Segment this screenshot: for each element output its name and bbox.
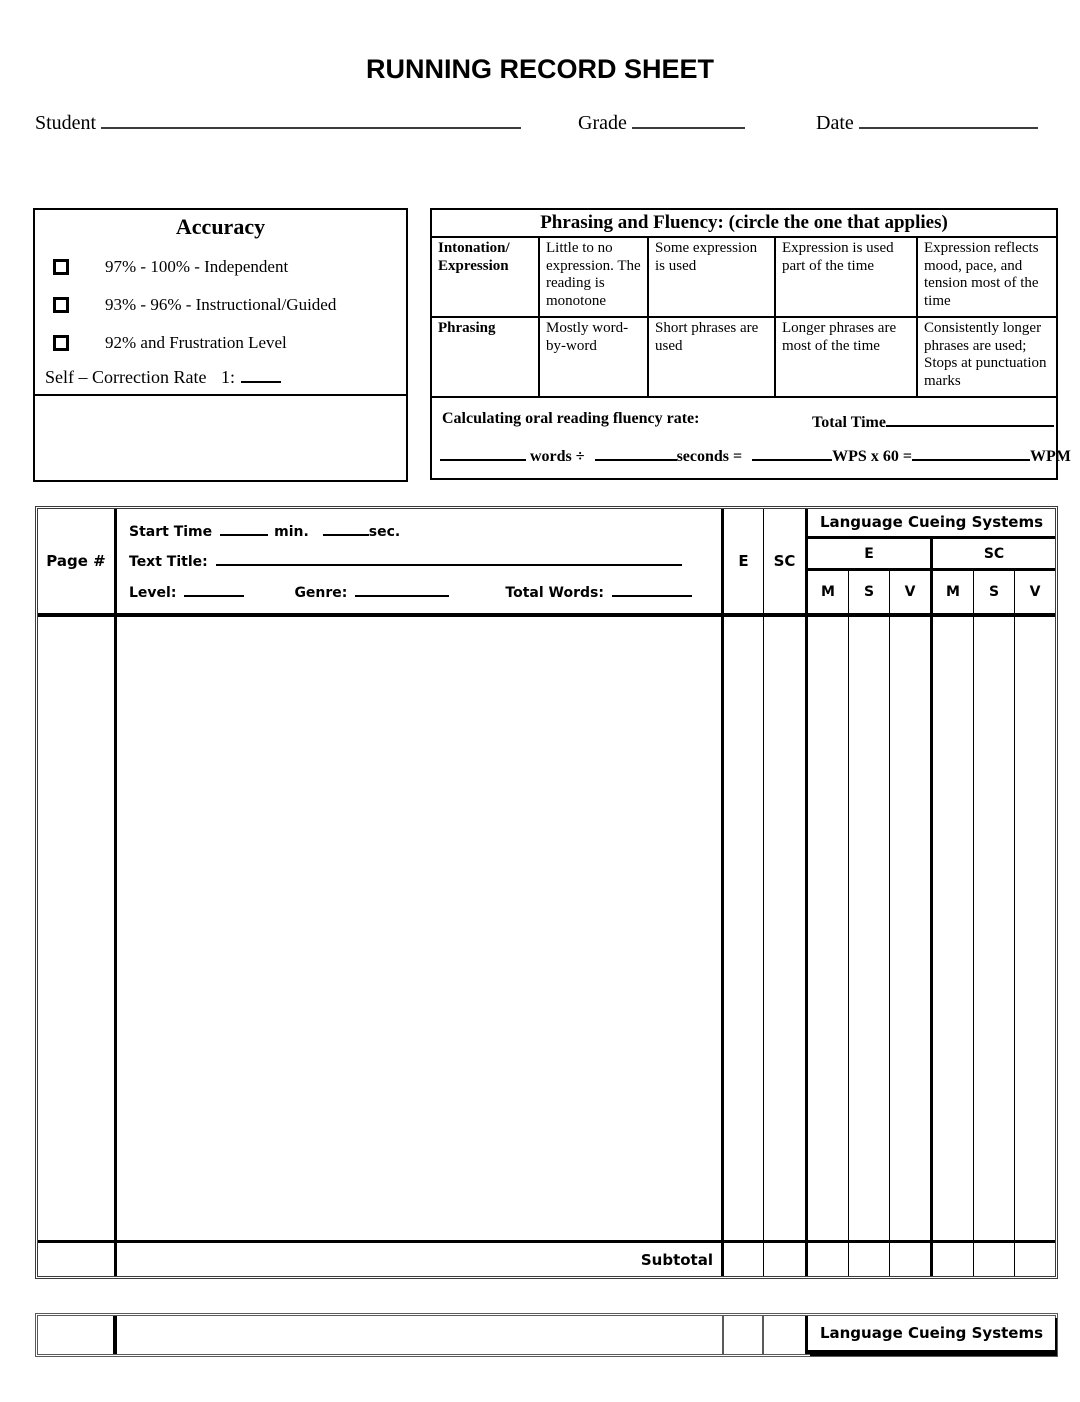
- accuracy-option-instructional: [53, 294, 398, 316]
- self-correction-line: [45, 365, 398, 388]
- subtotal-cueing-cells: [808, 1243, 1055, 1276]
- start-time-line: [129, 521, 721, 540]
- subtotal-msv-cell: [808, 1243, 849, 1276]
- subtotal-msv-cell: [849, 1243, 890, 1276]
- fluency-level-cell[interactable]: Little to no expression. The reading is monotone: [540, 238, 649, 316]
- grade-blank[interactable]: [632, 108, 745, 129]
- wps-blank[interactable]: [752, 444, 832, 461]
- student-blank[interactable]: [101, 108, 521, 129]
- record-table-header: [38, 509, 1055, 617]
- seconds-blank[interactable]: [595, 444, 677, 461]
- msv-col-header-v: V: [890, 571, 933, 613]
- msv-body-cell: [808, 617, 849, 1240]
- record-table: [35, 506, 1058, 1279]
- msv-col-header-s: S: [974, 571, 1015, 613]
- cueing-body-cells: [808, 617, 1055, 1240]
- fluency-title: Phrasing and Fluency: (circle the one that applies): [432, 210, 1056, 238]
- page-title: RUNNING RECORD SHEET: [365, 54, 715, 84]
- accuracy-option-label: 97% - 100% - Independent: [105, 257, 289, 276]
- subtotal-sc-cell: [764, 1243, 808, 1276]
- msv-body-cell: [974, 617, 1015, 1240]
- grade-field: [578, 108, 745, 135]
- cueing-e-group-header: E: [808, 539, 933, 568]
- date-field: [816, 108, 1038, 135]
- level-label: Level:: [129, 585, 177, 602]
- msv-body-cell: [1015, 617, 1055, 1240]
- cueing-header-group: [808, 509, 1055, 613]
- student-info-line: [35, 108, 1045, 140]
- fluency-level-cell[interactable]: Expression reflects mood, pace, and tension most of the time: [924, 240, 1039, 310]
- self-correction-ratio-label: 1:: [220, 367, 235, 387]
- checkbox-icon[interactable]: [53, 335, 69, 351]
- fluency-level-cell[interactable]: Consistently longer phrases are used; Stops at punctuation marks: [924, 320, 1047, 390]
- wpm-blank[interactable]: [912, 444, 1030, 461]
- accuracy-option-independent: [53, 256, 398, 278]
- total-time-label: Total Time: [812, 414, 886, 431]
- total-words-blank[interactable]: [612, 582, 692, 597]
- words-label: words ÷: [530, 448, 585, 465]
- date-label: Date: [816, 112, 854, 134]
- page-body-cell: [38, 617, 117, 1240]
- fluency-level-cell[interactable]: Longer phrases are most of the time: [776, 318, 918, 396]
- subtotal-msv-cell: [1015, 1243, 1055, 1276]
- text-title-line: [129, 551, 721, 570]
- student-label: Student: [35, 112, 97, 134]
- cueing-subgroups: [808, 539, 1055, 571]
- calc-heading: Calculating oral reading fluency rate:: [442, 410, 700, 427]
- sec-label: sec.: [368, 523, 401, 540]
- fluency-row-phrasing: [432, 318, 1056, 398]
- subtotal-msv-cell: [974, 1243, 1015, 1276]
- total-words-label: Total Words:: [505, 585, 604, 602]
- total-time-blank[interactable]: [886, 410, 1054, 427]
- grade-label: Grade: [578, 112, 627, 134]
- fluency-calc-section: [432, 398, 1071, 478]
- level-genre-line: [129, 582, 721, 601]
- fluency-row-label: Phrasing: [432, 318, 540, 396]
- cueing-sc-group-header: SC: [983, 545, 1005, 562]
- fluency-level-cell[interactable]: Expression is used part of the time: [776, 238, 918, 316]
- subtotal-page-cell: [38, 1243, 117, 1276]
- fluency-level-cell[interactable]: Some expression is used: [649, 238, 776, 316]
- start-time-sec-blank[interactable]: [323, 521, 369, 536]
- accuracy-option-label: 92% and Frustration Level: [105, 333, 287, 352]
- footer-page-cell: [38, 1316, 117, 1354]
- start-time-label: Start Time: [129, 523, 213, 540]
- subtotal-label: Subtotal: [117, 1243, 724, 1276]
- text-title-label: Text Title:: [129, 554, 208, 571]
- subtotal-e-cell: [724, 1243, 764, 1276]
- accuracy-option-label: 93% - 96% - Instructional/Guided: [105, 295, 337, 314]
- msv-col-header-s: S: [849, 571, 890, 613]
- footer-text-cell: [117, 1316, 724, 1354]
- checkbox-icon[interactable]: [53, 297, 69, 313]
- accuracy-panel: [33, 208, 408, 482]
- msv-header-row: [808, 571, 1055, 613]
- self-correction-blank[interactable]: [241, 365, 281, 383]
- subtotal-msv-cell: [890, 1243, 933, 1276]
- wpm-label: WPM: [1029, 448, 1071, 465]
- sc-body-cell: [764, 617, 808, 1240]
- footer-e-cell: [724, 1316, 764, 1354]
- checkbox-icon[interactable]: [53, 259, 69, 275]
- student-field: [35, 108, 521, 135]
- fluency-row-label: Intonation/ Expression: [432, 238, 540, 316]
- fluency-level-cell[interactable]: Short phrases are used: [649, 318, 776, 396]
- calc-formula-line: [440, 444, 1071, 466]
- reading-record-area: [117, 617, 724, 1240]
- text-title-blank[interactable]: [216, 551, 682, 566]
- msv-col-header-v: V: [1029, 584, 1041, 600]
- genre-blank[interactable]: [355, 582, 449, 597]
- fluency-panel: [430, 208, 1071, 480]
- msv-col-header-m: M: [808, 571, 849, 613]
- footer-cueing-header: Language Cueing Systems: [808, 1316, 1055, 1354]
- level-blank[interactable]: [184, 582, 244, 597]
- text-info-header: [117, 509, 724, 613]
- seconds-label: seconds =: [676, 448, 743, 465]
- start-time-min-blank[interactable]: [220, 521, 268, 536]
- subtotal-row: [38, 1240, 1055, 1276]
- min-label: min.: [274, 523, 309, 540]
- genre-label: Genre:: [294, 585, 348, 602]
- accuracy-option-frustration: [53, 332, 398, 354]
- footer-record-table: [35, 1313, 1058, 1357]
- total-time-field: [812, 410, 1054, 432]
- date-blank[interactable]: [859, 108, 1038, 129]
- cueing-title: Language Cueing Systems: [808, 509, 1055, 539]
- accuracy-title: Accuracy: [175, 214, 266, 239]
- msv-body-cell: [890, 617, 933, 1240]
- page-col-header: Page #: [38, 509, 117, 613]
- wps-label: WPS x 60 =: [832, 448, 912, 465]
- self-correction-label: Self – Correction Rate: [45, 367, 207, 387]
- footer-sc-cell: [764, 1316, 808, 1354]
- accuracy-content: [35, 210, 406, 396]
- e-body-cell: [724, 617, 764, 1240]
- subtotal-msv-cell: [933, 1243, 974, 1276]
- record-table-body: [38, 617, 1055, 1240]
- fluency-level-cell[interactable]: Mostly word-by-word: [540, 318, 649, 396]
- fluency-row-intonation: [432, 238, 1056, 318]
- msv-body-cell: [849, 617, 890, 1240]
- sc-col-header: SC: [764, 509, 808, 613]
- e-col-header: E: [724, 509, 764, 613]
- msv-body-cell: [933, 617, 974, 1240]
- msv-col-header-m: M: [933, 571, 974, 613]
- words-blank[interactable]: [440, 444, 526, 461]
